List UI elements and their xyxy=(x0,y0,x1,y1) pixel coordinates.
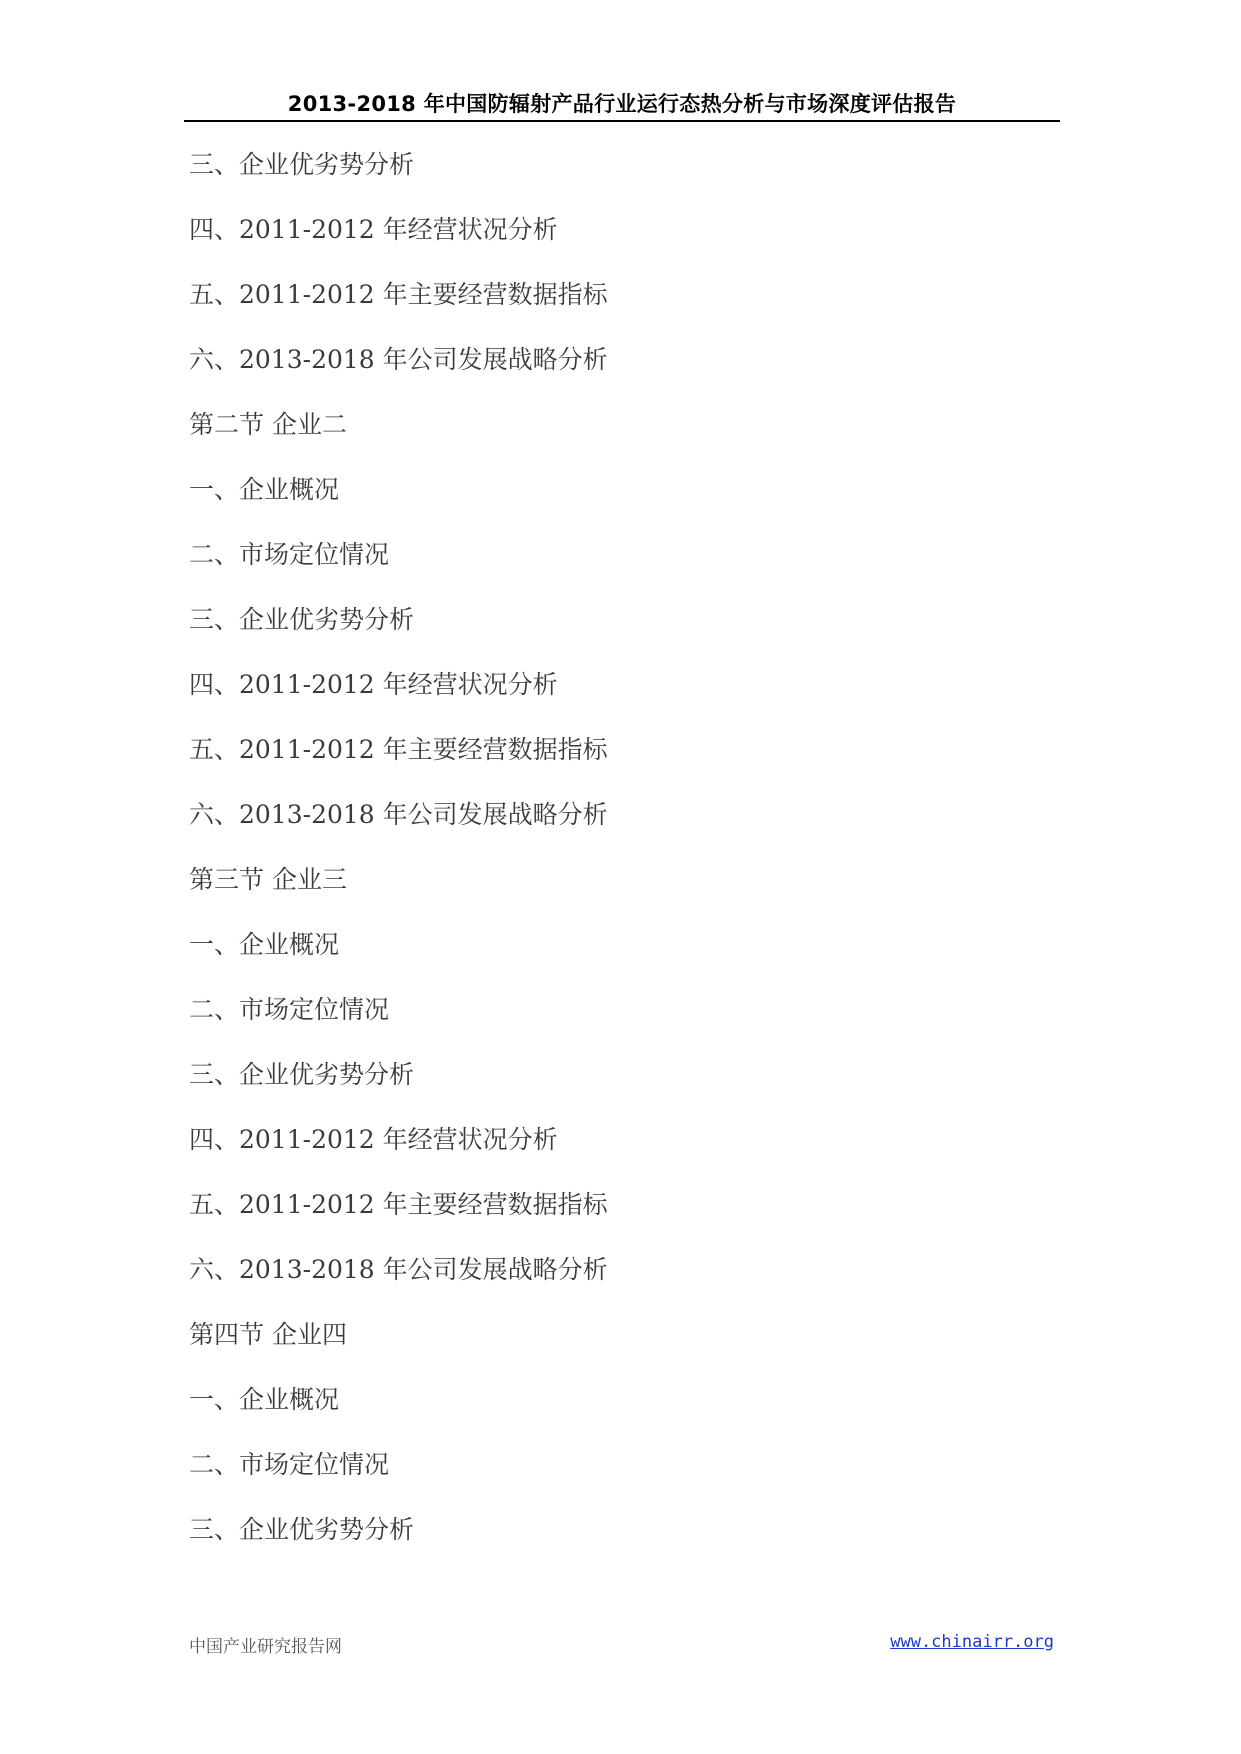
toc-item: 三、企业优劣势分析 xyxy=(189,150,415,179)
toc-item: 五、2011-2012 年主要经营数据指标 xyxy=(189,735,608,764)
toc-item: 六、2013-2018 年公司发展战略分析 xyxy=(189,345,608,374)
toc-section-heading: 第三节 企业三 xyxy=(189,865,347,894)
toc-item: 四、2011-2012 年经营状况分析 xyxy=(189,670,558,699)
toc-item: 五、2011-2012 年主要经营数据指标 xyxy=(189,1190,608,1219)
toc-item: 四、2011-2012 年经营状况分析 xyxy=(189,1125,558,1154)
footer-website-link[interactable]: www.chinairr.org xyxy=(890,1632,1054,1652)
toc-item: 五、2011-2012 年主要经营数据指标 xyxy=(189,280,608,309)
toc-item: 二、市场定位情况 xyxy=(189,1450,390,1479)
toc-item: 六、2013-2018 年公司发展战略分析 xyxy=(189,800,608,829)
footer-site-name: 中国产业研究报告网 xyxy=(189,1637,342,1657)
table-of-contents xyxy=(189,145,608,1575)
toc-item: 三、企业优劣势分析 xyxy=(189,605,415,634)
toc-section-heading: 第二节 企业二 xyxy=(189,410,347,439)
toc-item: 一、企业概况 xyxy=(189,930,340,959)
toc-item: 二、市场定位情况 xyxy=(189,995,390,1024)
toc-section-heading: 第四节 企业四 xyxy=(189,1320,347,1349)
toc-item: 六、2013-2018 年公司发展战略分析 xyxy=(189,1255,608,1284)
toc-item: 二、市场定位情况 xyxy=(189,540,390,569)
toc-item: 三、企业优劣势分析 xyxy=(189,1515,415,1544)
report-title: 2013-2018 年中国防辐射产品行业运行态热分析与市场深度评估报告 xyxy=(287,92,957,116)
toc-item: 一、企业概况 xyxy=(189,475,340,504)
toc-item: 一、企业概况 xyxy=(189,1385,340,1414)
toc-item: 四、2011-2012 年经营状况分析 xyxy=(189,215,558,244)
page-header xyxy=(184,86,1060,122)
toc-item: 三、企业优劣势分析 xyxy=(189,1060,415,1089)
